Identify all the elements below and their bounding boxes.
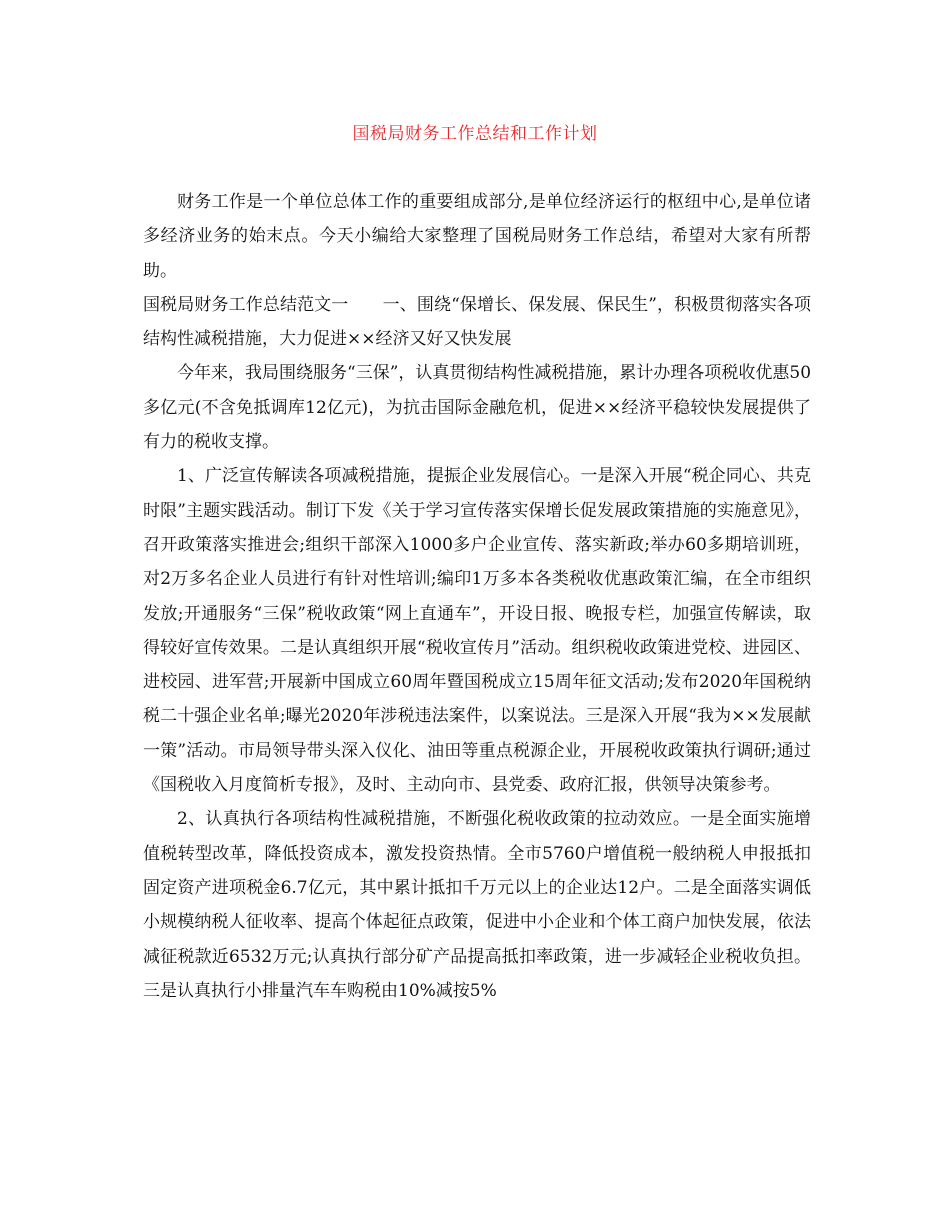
paragraph-intro: 财务工作是一个单位总体工作的重要组成部分,是单位经济运行的枢纽中心,是单位诸多经济业务的始末点。今天小编给大家整理了国税局财务工作总结，希望对大家有所帮助。 xyxy=(143,192,811,281)
paragraph-section-heading: 国税局财务工作总结范文一 一、围绕“保增长、保发展、保民生”，积极贯彻落实各项结构性减税措施，大力促进××经济又好又快发展 xyxy=(143,294,811,350)
paragraph-item-2: 2、认真执行各项结构性减税措施，不断强化税收政策的拉动效应。一是全面实施增值税转型改革，降低投资成本，激发投资热情。全市5760户增值税一般纳税人申报抵扣固定资产进项税金6.7亿元，其中累计抵扣千万元以上的企业达12户。二是全面落实调低小规模纳税人征收率、提高个体起征点政策，促进中小企业和个体工商户加快发展，依法减征税款近6532万元;认真执行部分矿产品提高抵扣率政策，进一步减轻企业税收负担。三是认真执行小排量汽车车购税由10%减按5% xyxy=(143,809,811,1001)
document-title: 国税局财务工作总结和工作计划 xyxy=(352,124,598,144)
document-body xyxy=(143,185,811,1008)
paragraph-overview: 今年来，我局围绕服务“三保”，认真贯彻结构性减税措施，累计办理各项税收优惠50多亿元(不含免抵调库12亿元)，为抗击国际金融危机，促进××经济平稳较快发展提供了有力的税收支撑。 xyxy=(143,363,812,453)
paragraph-item-1: 1、广泛宣传解读各项减税措施，提振企业发展信心。一是深入开展“税企同心、共克时限”主题实践活动。制订下发《关于学习宣传落实保增长促发展政策措施的实施意见》，召开政策落实推进会;组织干部深入1000多户企业宣传、落实新政;举办60多期培训班，对2万多名企业人员进行有针对性培训;编印1万多本各类税收优惠政策汇编，在全市组织发放;开通服务“三保”税收政策“网上直通车”，开设日报、晚报专栏，加强宣传解读，取得较好宣传效果。二是认真组织开展“税收宣传月”活动。组织税收政策进党校、进园区、进校园、进军营;开展新中国成立60周年暨国税成立15周年征文活动;发布2020年国税纳税二十强企业名单;曝光2020年涉税违法案件，以案说法。三是深入开展“我为××发展献一策”活动。市局领导带头深入仪化、油田等重点税源企业，开展税收政策执行调研;通过《国税收入月度简析专报》，及时、主动向市、县党委、政府汇报，供领导决策参考。 xyxy=(143,466,811,796)
